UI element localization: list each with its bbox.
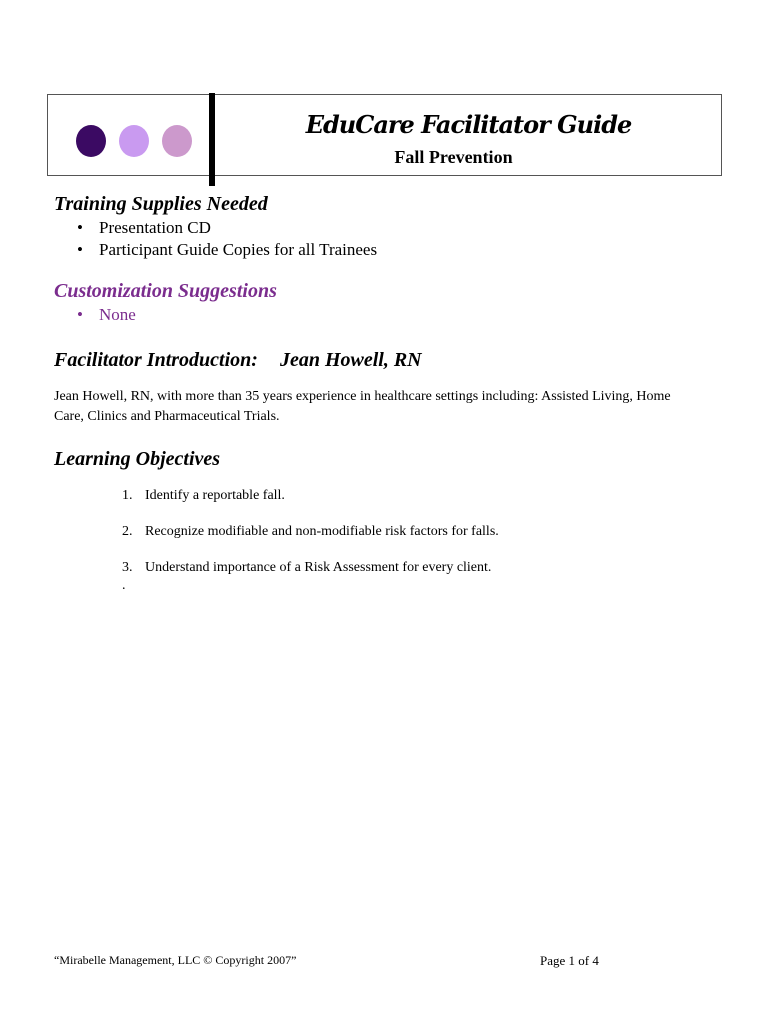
bullet-icon: • xyxy=(77,305,83,324)
document-title: EduCare Facilitator Guide xyxy=(305,110,632,139)
facilitator-heading xyxy=(54,349,422,372)
facilitator-name: Jean Howell, RN xyxy=(279,349,422,371)
list-item: • Presentation CD xyxy=(77,218,211,237)
list-item: • Participant Guide Copies for all Trainees xyxy=(77,240,378,259)
training-supplies-heading: Training Supplies Needed xyxy=(54,193,268,215)
customization-list xyxy=(74,304,136,326)
customization-heading: Customization Suggestions xyxy=(54,280,277,302)
learning-objectives-list xyxy=(122,486,499,594)
training-supplies-list xyxy=(74,217,377,261)
bullet-icon: • xyxy=(77,218,83,237)
document-subtitle: Fall Prevention xyxy=(394,147,513,167)
list-item: 1. Identify a reportable fall. xyxy=(122,488,285,503)
footer-copyright: “Mirabelle Management, LLC © Copyright 2007” xyxy=(54,953,297,967)
list-item: 3. Understand importance of a Risk Assessment for every client. xyxy=(122,560,492,575)
facilitator-description: Jean Howell, RN, with more than 35 years experience in healthcare settings including: Assisted Living, Home Care, Clinics and Pharmaceutical Trials. xyxy=(54,389,671,424)
list-item: 2. Recognize modifiable and non-modifiable risk factors for falls. xyxy=(122,524,499,539)
learning-objectives-heading: Learning Objectives xyxy=(54,448,221,470)
logo-dot-dark xyxy=(76,125,106,157)
facilitator-heading-label: Facilitator Introduction: xyxy=(54,349,258,371)
logo-dot-mauve xyxy=(162,125,192,157)
list-item: • None xyxy=(77,305,136,324)
footer-page-number: Page 1 of 4 xyxy=(540,953,599,968)
trailing-mark: . xyxy=(122,578,126,593)
header-divider xyxy=(209,93,215,186)
bullet-icon: • xyxy=(77,240,83,259)
logo-dot-light xyxy=(119,125,149,157)
